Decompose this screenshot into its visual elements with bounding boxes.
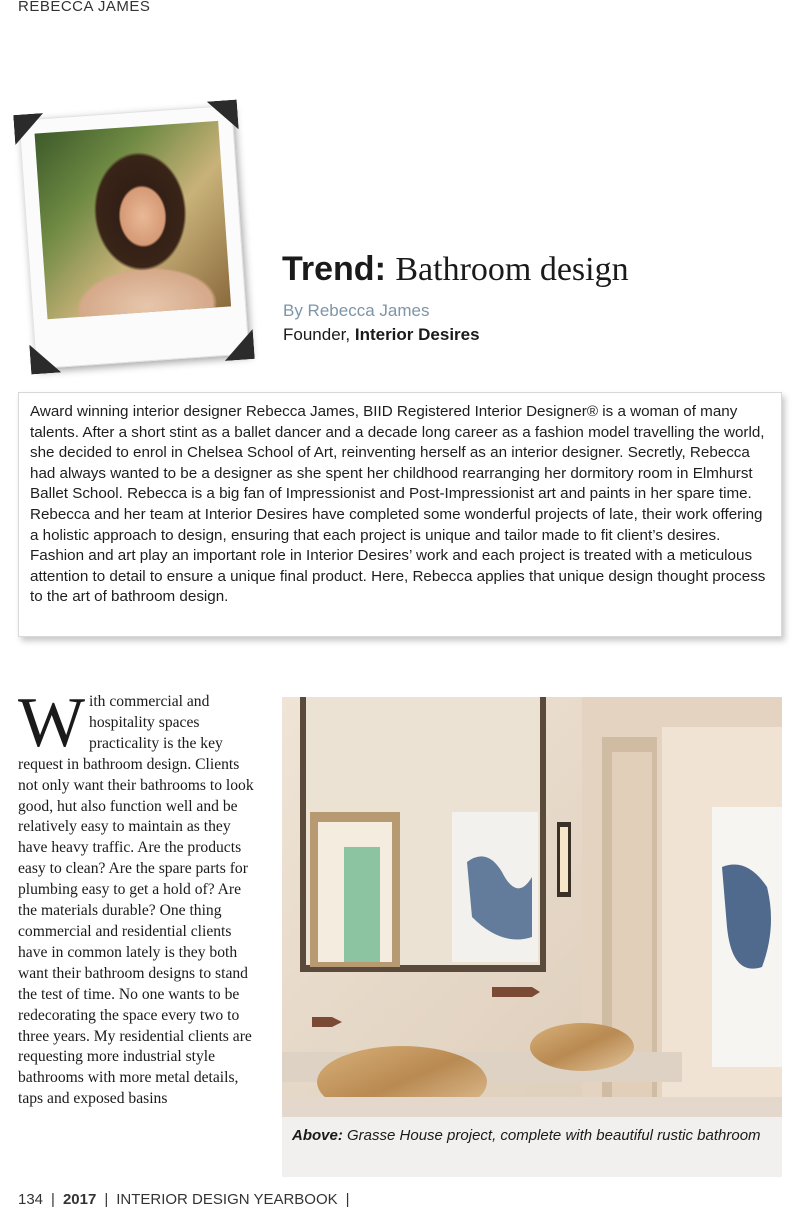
title-topic: Bathroom design [395,251,629,288]
page-footer [18,1191,358,1208]
bathroom-photo [282,697,782,1177]
drop-cap: W [18,684,86,762]
page-number: 134 [18,1191,44,1208]
title-prefix: Trend: [282,250,386,288]
founder-label: Founder, [283,325,351,344]
article-title [282,250,629,289]
author-portrait-image [35,121,232,319]
photo-corner-icon [29,342,61,374]
running-head: REBECCA JAMES [18,0,151,15]
byline: By Rebecca James [283,301,430,320]
publication-name: INTERIOR DESIGN YEARBOOK [116,1191,338,1208]
footer-separator: | [345,1191,350,1208]
footer-year: 2017 [62,1191,97,1208]
intro-box [18,392,782,637]
body-column [18,684,258,1110]
caption-text: Grasse House project, complete with beautiful rustic bathroom [347,1127,761,1144]
footer-separator: | [104,1191,109,1208]
bathroom-illustration [282,697,782,1177]
founder-line [283,325,480,345]
body-text: ith commercial and hospitality spaces practicality is the key request in bathroom design. Clients not only want their bathrooms to look good, hut also function well and be relatively easy to maintain as they have heavy traffic. Are the products easy to clean? Are the spare parts for plumbing easy to get a hold of? Are the materials durable? One thing commercial and residential clients have in common lately is they both want their bathroom designs to stand the test of time. No one wants to be redecorating the space every two to three years. My residential clients are requesting more industrial style bathrooms with more metal details, taps and exposed basins [18,693,254,1108]
photo-corner-icon [223,329,255,361]
intro-text: Award winning interior designer Rebecca James, BIID Registered Interior Designer® is a woman of many talents. After a short stint as a ballet dancer and a decade long career as a fashion model travelling the world, she decided to enrol in Chelsea School of Art, reinventing herself as an interior designer. Secretly, Rebecca had always wanted to be a designer as she spent her childhood rearranging her dormitory room in Elmhurst Ballet School. Rebecca is a big fan of Impressionist and Post-Impressionist art and paints in her spare time. Rebecca and her team at Interior Desires have completed some wonderful projects of late, their work offering a holistic approach to design, ensuring that each project is unique and tailor made to fit client’s desires. Fashion and art play an important role in Interior Desires’ work and each project is treated with a meticulous attention to detail to ensure a unique final product. Here, Rebecca applies that unique design thought process to the art of bathroom design. [30,403,766,606]
caption-label: Above: [292,1127,343,1144]
company-name: Interior Desires [354,325,480,344]
photo-caption [282,1117,782,1146]
author-polaroid-photo [19,105,250,369]
footer-separator: | [51,1191,55,1208]
photo-caption-bar [282,1117,782,1177]
